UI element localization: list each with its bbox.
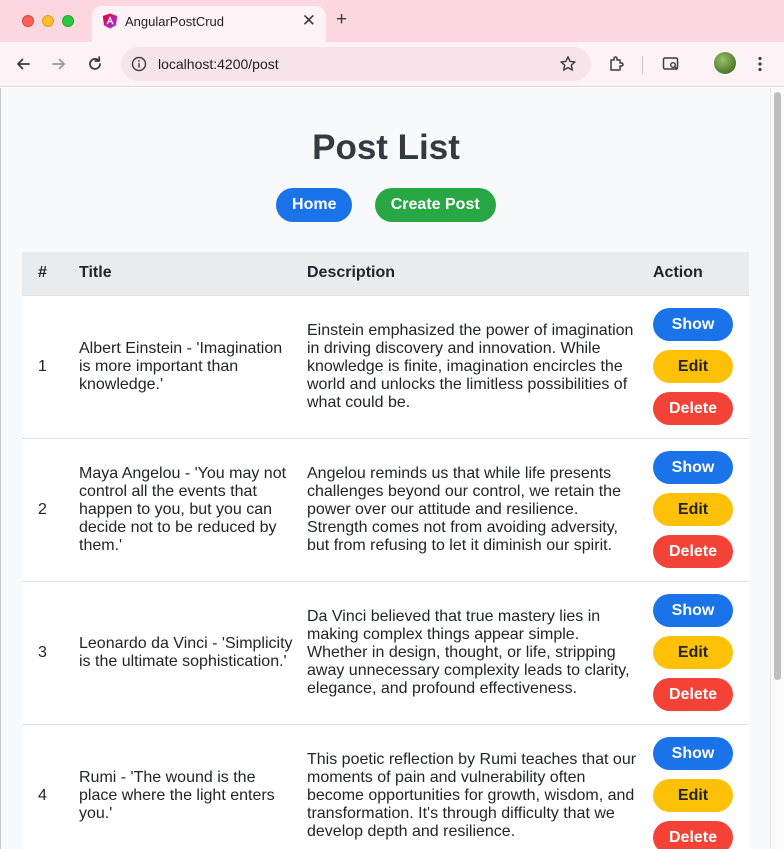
extensions-icon[interactable] — [607, 54, 627, 74]
scrollbar-thumb[interactable] — [774, 92, 781, 680]
column-header-description: Description — [307, 252, 653, 295]
post-table — [22, 252, 749, 849]
avatar[interactable] — [714, 52, 736, 74]
table-row — [22, 295, 749, 438]
row-number: 4 — [22, 724, 79, 849]
row-description: Da Vinci believed that true mastery lies in making complex things appear simple. Whether in design, thought, or life, stripping away unnecessary complexity leads to clarity, elegance, and profound effectiveness. — [307, 581, 653, 724]
row-actions — [653, 438, 749, 581]
create-post-button[interactable]: Create Post — [375, 188, 496, 222]
plus-icon[interactable]: + — [336, 9, 348, 30]
vertical-scrollbar[interactable] — [770, 88, 784, 849]
reload-icon[interactable] — [85, 54, 105, 74]
address-bar[interactable] — [121, 47, 591, 81]
table-header-row — [22, 252, 749, 295]
maximize-window-button[interactable] — [62, 15, 74, 27]
show-button[interactable]: Show — [653, 594, 733, 627]
page-actions — [1, 188, 771, 222]
row-title: Rumi - 'The wound is the place where the light enters you.' — [79, 724, 307, 849]
edit-button[interactable]: Edit — [653, 636, 733, 669]
page-title: Post List — [312, 128, 460, 167]
row-number: 2 — [22, 438, 79, 581]
column-header-action: Action — [653, 252, 749, 295]
show-button[interactable]: Show — [653, 737, 733, 770]
table-row — [22, 438, 749, 581]
delete-button[interactable]: Delete — [653, 392, 733, 425]
delete-button[interactable]: Delete — [653, 535, 733, 568]
home-button[interactable]: Home — [276, 188, 352, 222]
toolbar-divider — [642, 56, 643, 74]
table-row — [22, 724, 749, 849]
angular-icon — [102, 13, 118, 29]
edit-button[interactable]: Edit — [653, 779, 733, 812]
row-description: This poetic reflection by Rumi teaches that our moments of pain and vulnerability often become opportunities for growth, wisdom, and transformation. It's through difficulty that we develop depth and resilience. — [307, 724, 653, 849]
row-description: Einstein emphasized the power of imagination in driving discovery and innovation. While knowledge is finite, imagination encircles the world and unlocks the limitless possibilities of what could be. — [307, 295, 653, 438]
table-row — [22, 581, 749, 724]
star-icon[interactable] — [559, 55, 577, 73]
row-title: Albert Einstein - 'Imagination is more important than knowledge.' — [79, 295, 307, 438]
row-description: Angelou reminds us that while life presents challenges beyond our control, we retain the power over our attitude and resilience. Strength comes not from avoiding adversity, but from refusing to let it diminish our spirit. — [307, 438, 653, 581]
delete-button[interactable]: Delete — [653, 821, 733, 849]
browser-tab-strip — [0, 0, 784, 42]
minimize-window-button[interactable] — [42, 15, 54, 27]
edit-button[interactable]: Edit — [653, 350, 733, 383]
browser-toolbar — [0, 42, 784, 87]
delete-button[interactable]: Delete — [653, 678, 733, 711]
close-window-button[interactable] — [22, 15, 34, 27]
close-icon[interactable]: ✕ — [301, 11, 316, 30]
column-header-number: # — [22, 252, 79, 295]
page-viewport — [0, 88, 784, 849]
row-title: Maya Angelou - 'You may not control all the events that happen to you, but you can decide not to be reduced by them.' — [79, 438, 307, 581]
row-actions — [653, 724, 749, 849]
row-title: Leonardo da Vinci - 'Simplicity is the ultimate sophistication.' — [79, 581, 307, 724]
show-button[interactable]: Show — [653, 308, 733, 341]
row-actions — [653, 295, 749, 438]
row-number: 3 — [22, 581, 79, 724]
browser-tab[interactable] — [92, 6, 326, 42]
info-icon[interactable] — [131, 56, 147, 72]
edit-button[interactable]: Edit — [653, 493, 733, 526]
forward-arrow-icon[interactable] — [49, 54, 69, 74]
kebab-menu-icon[interactable] — [750, 54, 770, 74]
row-actions — [653, 581, 749, 724]
column-header-title: Title — [79, 252, 307, 295]
tab-title: AngularPostCrud — [125, 14, 224, 29]
url-text[interactable]: localhost:4200/post — [158, 56, 279, 72]
cast-icon[interactable] — [661, 54, 681, 74]
back-arrow-icon[interactable] — [13, 54, 33, 74]
show-button[interactable]: Show — [653, 451, 733, 484]
row-number: 1 — [22, 295, 79, 438]
